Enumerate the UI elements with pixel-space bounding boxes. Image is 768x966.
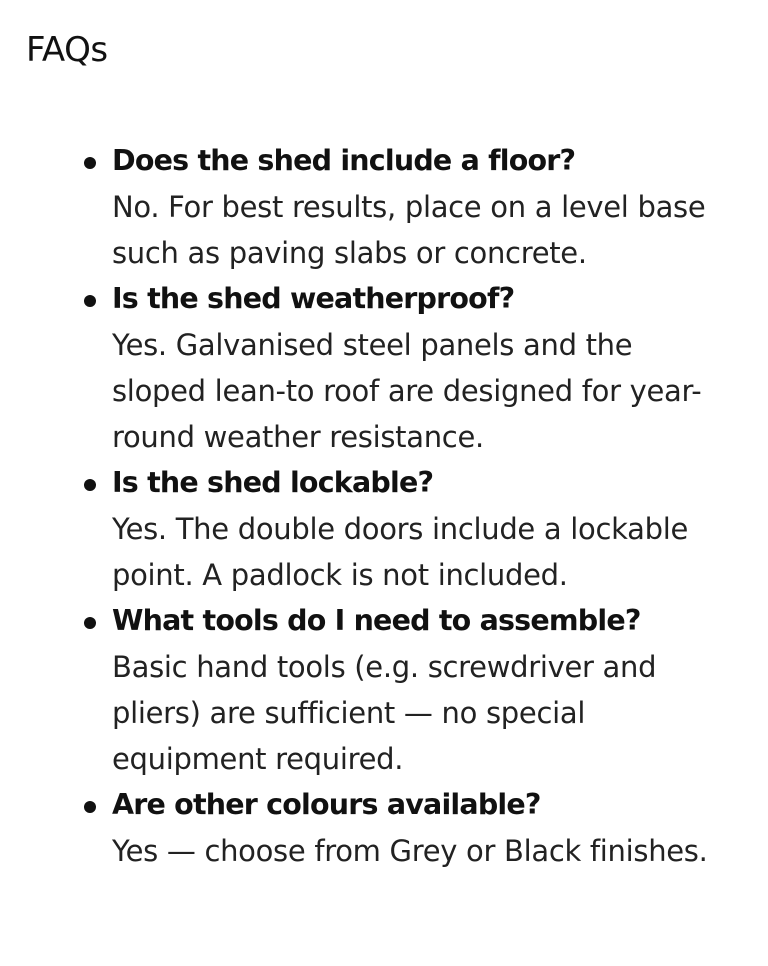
faq-item-lockable [112,460,744,598]
faq-item-floor [112,138,744,276]
faq-item-tools [112,598,744,782]
faq-answer: Yes — choose from Grey or Black finishes. [112,834,708,868]
faq-question: Is the shed weatherproof? [112,282,515,315]
faq-question: What tools do I need to assemble? [112,604,641,637]
faq-answer: Yes. Galvanised steel panels and the sloped lean-to roof are designed for year-round weather resistance. [112,328,702,454]
faq-item-weatherproof [112,276,744,460]
faq-question: Does the shed include a floor? [112,144,576,177]
faq-heading: FAQs [26,30,108,70]
faq-question: Are other colours available? [112,788,541,821]
faq-answer: No. For best results, place on a level base such as paving slabs or concrete. [112,190,706,270]
faq-answer: Yes. The double doors include a lockable point. A padlock is not included. [112,512,688,592]
faq-answer: Basic hand tools (e.g. screwdriver and pliers) are sufficient — no special equipment required. [112,650,657,776]
faq-item-colours [112,782,744,874]
faq-question: Is the shed lockable? [112,466,434,499]
faq-list [26,138,744,874]
